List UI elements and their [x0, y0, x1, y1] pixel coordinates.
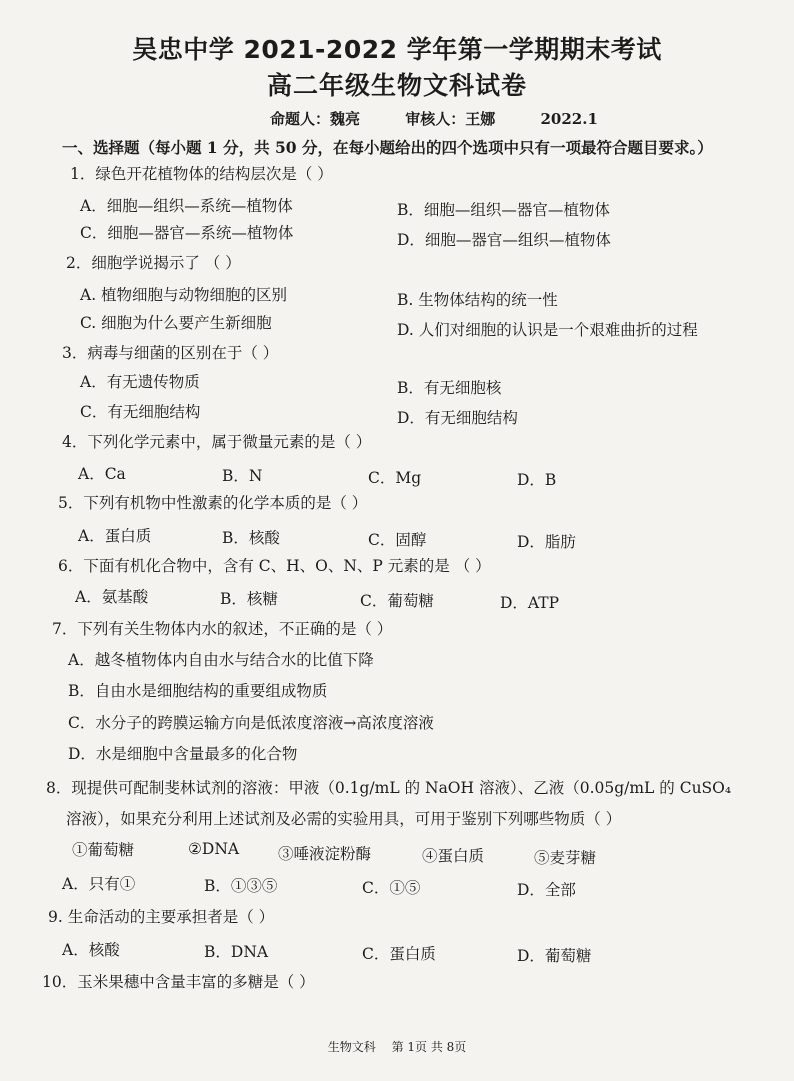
list-item: ④蛋白质	[422, 847, 485, 865]
list-item: ②DNA	[188, 840, 240, 858]
option: D．ATP	[500, 594, 560, 612]
question-stem: 3．病毒与细菌的区别在于（ ）	[62, 344, 279, 362]
option: D．细胞—器官—组织—植物体	[397, 231, 611, 249]
option: A．只有①	[62, 875, 136, 893]
option: C．①⑤	[362, 879, 421, 897]
exam-date: 2022.1	[540, 110, 598, 128]
footer-subject: 生物文科	[327, 1040, 376, 1054]
option: C．葡萄糖	[360, 592, 434, 610]
section-heading: 一、选择题（每小题 1 分，共 50 分，在每小题给出的四个选项中只有一项最符合题目要求。）	[62, 138, 713, 157]
question-stem: 8．现提供可配制斐林试剂的溶液：甲液（0.1g/mL 的 NaOH 溶液）、乙液（0.05g/mL 的 CuSO₄	[46, 779, 732, 797]
option: A. 植物细胞与动物细胞的区别	[80, 286, 288, 304]
option: C．固醇	[368, 531, 427, 549]
reviewer: 审核人：王娜	[405, 110, 496, 128]
option: D．有无细胞结构	[397, 409, 518, 427]
option: D．B	[517, 471, 557, 489]
option: A．蛋白质	[78, 527, 152, 545]
option: B．DNA	[204, 943, 269, 961]
author: 命题人：魏亮	[270, 110, 361, 128]
list-item: ③唾液淀粉酶	[278, 845, 372, 863]
page-footer	[0, 1038, 794, 1055]
option: C．水分子的跨膜运输方向是低浓度溶液→高浓度溶液	[68, 714, 434, 732]
option: A．核酸	[62, 941, 120, 959]
option: C．有无细胞结构	[80, 403, 201, 421]
question-stem: 4．下列化学元素中，属于微量元素的是（ ）	[62, 433, 372, 451]
option: C. 细胞为什么要产生新细胞	[80, 314, 272, 332]
option: A．氨基酸	[75, 588, 149, 606]
exam-meta	[270, 108, 638, 129]
question-stem: 5．下列有机物中性激素的化学本质的是（ ）	[58, 494, 368, 512]
option: D．脂肪	[517, 533, 576, 551]
option: B．核糖	[220, 590, 278, 608]
option: B．自由水是细胞结构的重要组成物质	[68, 682, 328, 700]
option: B．核酸	[222, 529, 280, 547]
option: B．N	[222, 467, 263, 485]
option: C．Mg	[368, 469, 422, 487]
list-item: ①葡萄糖	[72, 841, 135, 859]
question-stem: 1．绿色开花植物体的结构层次是（ ）	[70, 165, 333, 183]
option: B．细胞—组织—器官—植物体	[397, 201, 610, 219]
option: B．①③⑤	[204, 877, 278, 895]
question-stem: 6．下面有机化合物中，含有 C、H、O、N、P 元素的是 （ ）	[58, 557, 491, 575]
exam-title: 吴忠中学 2021-2022 学年第一学期期末考试	[132, 35, 662, 64]
option: A．有无遗传物质	[80, 373, 200, 391]
option: A．细胞—组织—系统—植物体	[80, 197, 293, 215]
exam-subtitle: 高二年级生物文科试卷	[266, 71, 527, 100]
option: B．有无细胞核	[397, 379, 502, 397]
question-stem: 10．玉米果穗中含量丰富的多糖是（ ）	[42, 973, 315, 991]
option: B. 生物体结构的统一性	[397, 291, 558, 309]
option: A．Ca	[78, 465, 126, 483]
question-stem-continued: 溶液），如果充分利用上述试剂及必需的实验用具，可用于鉴别下列哪些物质（ ）	[66, 810, 622, 828]
question-stem: 9. 生命活动的主要承担者是（ ）	[48, 908, 275, 926]
option: D．葡萄糖	[517, 947, 592, 965]
option: C．细胞—器官—系统—植物体	[80, 224, 294, 242]
option: D．水是细胞中含量最多的化合物	[68, 745, 298, 763]
question-stem: 7．下列有关生物体内水的叙述，不正确的是（ ）	[52, 620, 393, 638]
option: D．全部	[517, 881, 576, 899]
list-item: ⑤麦芽糖	[534, 849, 597, 867]
option: D. 人们对细胞的认识是一个艰难曲折的过程	[397, 321, 698, 339]
option: C．蛋白质	[362, 945, 436, 963]
question-stem: 2．细胞学说揭示了 （ ）	[66, 254, 241, 272]
footer-page-number: 第 1页 共 8页	[391, 1040, 467, 1054]
option: A．越冬植物体内自由水与结合水的比值下降	[68, 651, 374, 669]
